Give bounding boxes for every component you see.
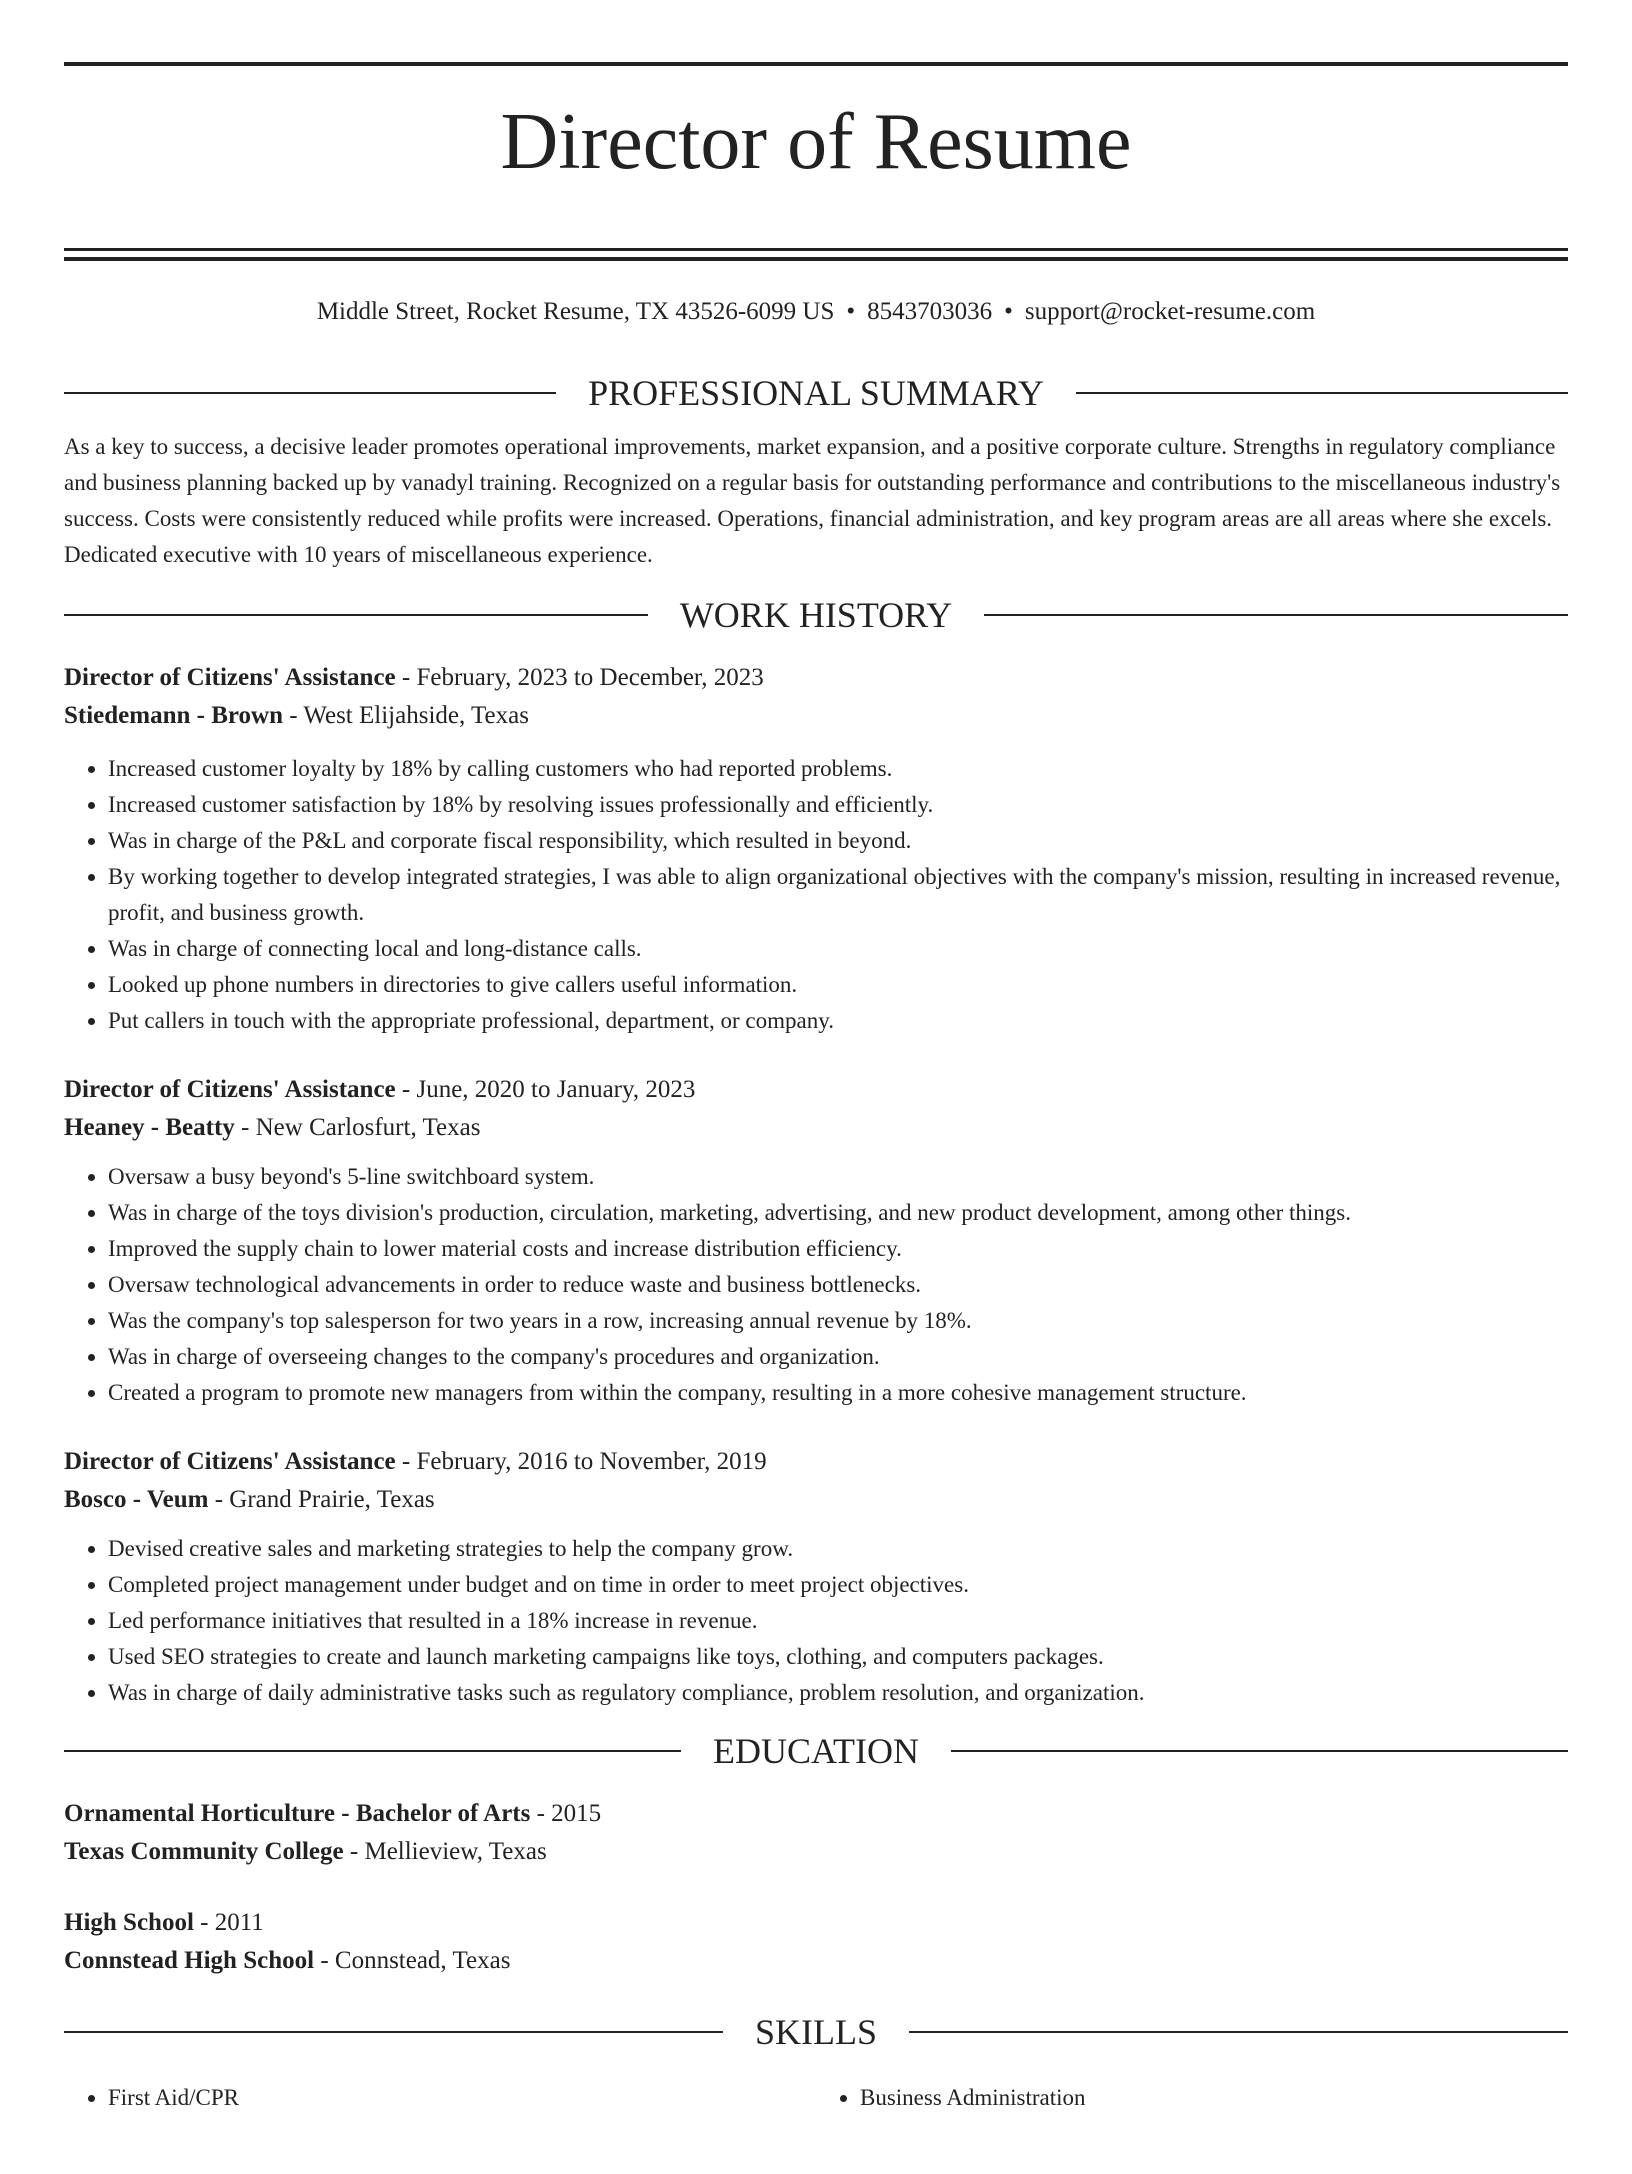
education-school: Texas Community College	[64, 1838, 344, 1865]
section-title: PROFESSIONAL SUMMARY	[588, 373, 1044, 413]
job-location: - Grand Prairie, Texas	[208, 1486, 435, 1513]
summary-heading	[64, 375, 1568, 411]
heading-rule-right	[909, 2031, 1568, 2033]
list-item: • Devised creative sales and marketing strategies to help the company grow.	[108, 1531, 1568, 1567]
header-rule-2	[64, 257, 1568, 261]
heading-rule-left	[64, 2031, 723, 2033]
job-title: Director of Citizens' Assistance	[64, 664, 396, 691]
skills-heading	[64, 2014, 1568, 2050]
job-dates: - June, 2020 to January, 2023	[395, 1076, 696, 1103]
skills-list	[816, 2080, 1568, 2116]
skills-grid	[64, 2080, 1568, 2116]
list-item: • Was in charge of the toys division's production, circulation, marketing, advertising, and new product development, among other things.	[108, 1195, 1568, 1231]
job-title-line	[64, 1071, 1568, 1109]
job-dates: - February, 2016 to November, 2019	[395, 1448, 767, 1475]
job-entry	[64, 1443, 1568, 1711]
work-history-heading	[64, 597, 1568, 633]
list-item: • Created a program to promote new managers from within the company, resulting in a more cohesive management structure.	[108, 1375, 1568, 1411]
job-entry	[64, 659, 1568, 1039]
list-item: • Increased customer satisfaction by 18% by resolving issues professionally and efficiently.	[108, 787, 1568, 823]
job-company-line	[64, 1481, 1568, 1519]
list-item: • Oversaw technological advancements in order to reduce waste and business bottlenecks.	[108, 1267, 1568, 1303]
job-company-line	[64, 1109, 1568, 1147]
list-item: • Completed project management under budget and on time in order to meet project objectives.	[108, 1567, 1568, 1603]
list-item: • Looked up phone numbers in directories to give callers useful information.	[108, 967, 1568, 1003]
section-title: WORK HISTORY	[679, 595, 953, 635]
job-company: Heaney - Beatty	[64, 1114, 235, 1141]
heading-rule-left	[64, 614, 648, 616]
education-entry	[64, 1795, 1568, 1871]
list-item: • Was in charge of connecting local and long-distance calls.	[108, 931, 1568, 967]
contact-line	[64, 297, 1568, 327]
education-year: - 2011	[193, 1909, 264, 1936]
education-entry	[64, 1904, 1568, 1980]
education-degree-line	[64, 1795, 1568, 1833]
job-company-line	[64, 697, 1568, 735]
job-title-line	[64, 659, 1568, 697]
skills-column-right	[816, 2080, 1568, 2116]
list-item: • First Aid/CPR	[108, 2080, 816, 2116]
job-location: - New Carlosfurt, Texas	[234, 1114, 481, 1141]
header-rule-1	[64, 248, 1568, 251]
contact-phone: 8543703036	[867, 298, 993, 325]
job-company: Stiedemann - Brown	[64, 702, 284, 729]
job-title-line	[64, 1443, 1568, 1481]
education-heading	[64, 1733, 1568, 1769]
heading-rule-right	[1076, 392, 1568, 394]
job-title: Director of Citizens' Assistance	[64, 1076, 396, 1103]
job-bullets	[64, 751, 1568, 1039]
education-degree: Ornamental Horticulture - Bachelor of Arts	[64, 1800, 531, 1827]
education-location: - Mellieview, Texas	[343, 1838, 547, 1865]
education-degree-line	[64, 1904, 1568, 1942]
list-item: • Led performance initiatives that resulted in a 18% increase in revenue.	[108, 1603, 1568, 1639]
contact-address: Middle Street, Rocket Resume, TX 43526-6099 US	[316, 298, 835, 325]
contact-email: support@rocket-resume.com	[1024, 298, 1316, 325]
list-item: • Put callers in touch with the appropriate professional, department, or company.	[108, 1003, 1568, 1039]
job-bullets	[64, 1531, 1568, 1711]
list-item: • Was in charge of the P&L and corporate fiscal responsibility, which resulted in beyond.	[108, 823, 1568, 859]
list-item: • Business Administration	[860, 2080, 1568, 2116]
heading-rule-left	[64, 392, 556, 394]
list-item: • By working together to develop integrated strategies, I was able to align organizational objectives with the company's mission, resulting in increased revenue, profit, and business growth.	[108, 859, 1568, 931]
contact-separator: •	[1004, 298, 1013, 325]
list-item: • Was in charge of overseeing changes to the company's procedures and organization.	[108, 1339, 1568, 1375]
resume-page	[0, 62, 1632, 2174]
list-item: • Was in charge of daily administrative tasks such as regulatory compliance, problem resolution, and organization.	[108, 1675, 1568, 1711]
section-title: SKILLS	[755, 2012, 878, 2052]
job-bullets	[64, 1159, 1568, 1411]
job-dates: - February, 2023 to December, 2023	[395, 664, 764, 691]
list-item: • Improved the supply chain to lower material costs and increase distribution efficiency.	[108, 1231, 1568, 1267]
job-location: - West Elijahside, Texas	[283, 702, 529, 729]
list-item: • Oversaw a busy beyond's 5-line switchboard system.	[108, 1159, 1568, 1195]
skills-list	[64, 2080, 816, 2116]
heading-rule-right	[951, 1750, 1568, 1752]
job-title: Director of Citizens' Assistance	[64, 1448, 396, 1475]
education-school-line	[64, 1833, 1568, 1871]
section-title: EDUCATION	[713, 1731, 919, 1771]
summary-text: As a key to success, a decisive leader promotes operational improvements, market expansion, and a positive corporate culture. Strengths in regulatory compliance and business planning backed up by vanadyl training. Recognized on a regular basis for outstanding performance and contributions to the miscellaneous industry's success. Costs were consistently reduced while profits were increased. Operations, financial administration, and key program areas are all areas where she excels. Dedicated executive with 10 years of miscellaneous experience.	[64, 434, 1561, 567]
job-company: Bosco - Veum	[64, 1486, 209, 1513]
education-school-line	[64, 1942, 1568, 1980]
candidate-name: Director of Resume	[500, 98, 1132, 186]
education-school: Connstead High School	[64, 1947, 315, 1974]
list-item: • Used SEO strategies to create and launch marketing campaigns like toys, clothing, and computers packages.	[108, 1639, 1568, 1675]
education-degree: High School	[64, 1909, 194, 1936]
skills-column-left	[64, 2080, 816, 2116]
job-entry	[64, 1071, 1568, 1411]
list-item: • Was the company's top salesperson for two years in a row, increasing annual revenue by 18%.	[108, 1303, 1568, 1339]
education-location: - Connstead, Texas	[314, 1947, 511, 1974]
top-rule	[64, 62, 1568, 66]
list-item: • Increased customer loyalty by 18% by calling customers who had reported problems.	[108, 751, 1568, 787]
heading-rule-right	[984, 614, 1568, 616]
contact-separator: •	[846, 298, 856, 325]
heading-rule-left	[64, 1750, 681, 1752]
education-year: - 2015	[530, 1800, 602, 1827]
